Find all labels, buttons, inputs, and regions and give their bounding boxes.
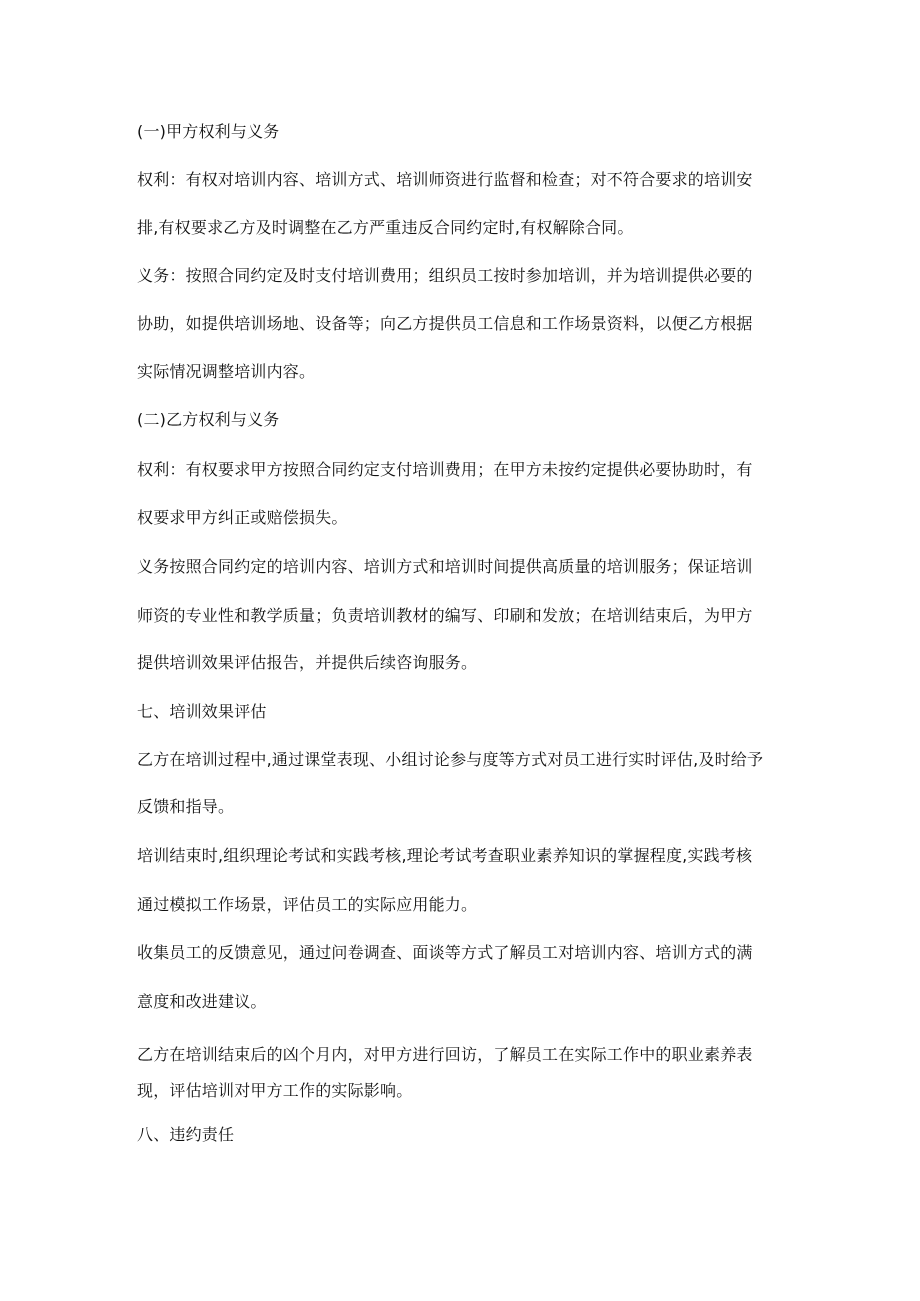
paragraph-line: 义务按照合同约定的培训内容、培训方式和培训时间提供高质量的培训服务；保证培训: [137, 557, 753, 576]
paragraph-line: 师资的专业性和教学质量；负责培训教材的编写、印刷和发放；在培训结束后，为甲方: [137, 606, 753, 625]
paragraph-line: 提供培训效果评估报告，并提供后续咨询服务。: [137, 653, 478, 672]
paragraph-line: 培训结束时,组织理论考试和实践考核,理论考试考查职业素养知识的掌握程度,实践考核: [137, 846, 753, 865]
paragraph-line: 排,有权要求乙方及时调整在乙方严重违反合同约定时,有权解除合同。: [137, 218, 634, 237]
paragraph-line: 现，评估培训对甲方工作的实际影响。: [137, 1081, 413, 1100]
section-heading-party-b: (二)乙方权利与义务: [137, 410, 280, 429]
paragraph-line: 权利：有权要求甲方按照合同约定支付培训费用；在甲方未按约定提供必要协助时，有: [137, 460, 753, 479]
paragraph-line: 义务：按照合同约定及时支付培训费用；组织员工按时参加培训，并为培训提供必要的: [137, 266, 753, 285]
paragraph-line: 权利：有权对培训内容、培训方式、培训师资进行监督和检查；对不符合要求的培训安: [137, 170, 753, 189]
paragraph-line: 乙方在培训过程中,通过课堂表现、小组讨论参与度等方式对员工进行实时评估,及时给予: [137, 750, 764, 769]
section-heading-evaluation: 七、培训效果评估: [137, 702, 267, 721]
paragraph-line: 意度和改进建议。: [137, 992, 267, 1011]
paragraph-line: 通过模拟工作场景，评估员工的实际应用能力。: [137, 895, 478, 914]
paragraph-line: 乙方在培训结束后的凶个月内，对甲方进行回访，了解员工在实际工作中的职业素养表: [137, 1045, 753, 1064]
paragraph-line: 协助，如提供培训场地、设备等；向乙方提供员工信息和工作场景资料，以便乙方根据: [137, 314, 753, 333]
paragraph-line: 反馈和指导。: [137, 797, 235, 816]
paragraph-line: 收集员工的反馈意见，通过问卷调查、面谈等方式了解员工对培训内容、培训方式的满: [137, 943, 753, 962]
paragraph-line: 权要求甲方纠正或赔偿损失。: [137, 508, 348, 527]
section-heading-party-a: (一)甲方权利与义务: [137, 122, 280, 141]
section-heading-liability: 八、违约责任: [137, 1125, 235, 1144]
paragraph-line: 实际情况调整培训内容。: [137, 362, 316, 381]
